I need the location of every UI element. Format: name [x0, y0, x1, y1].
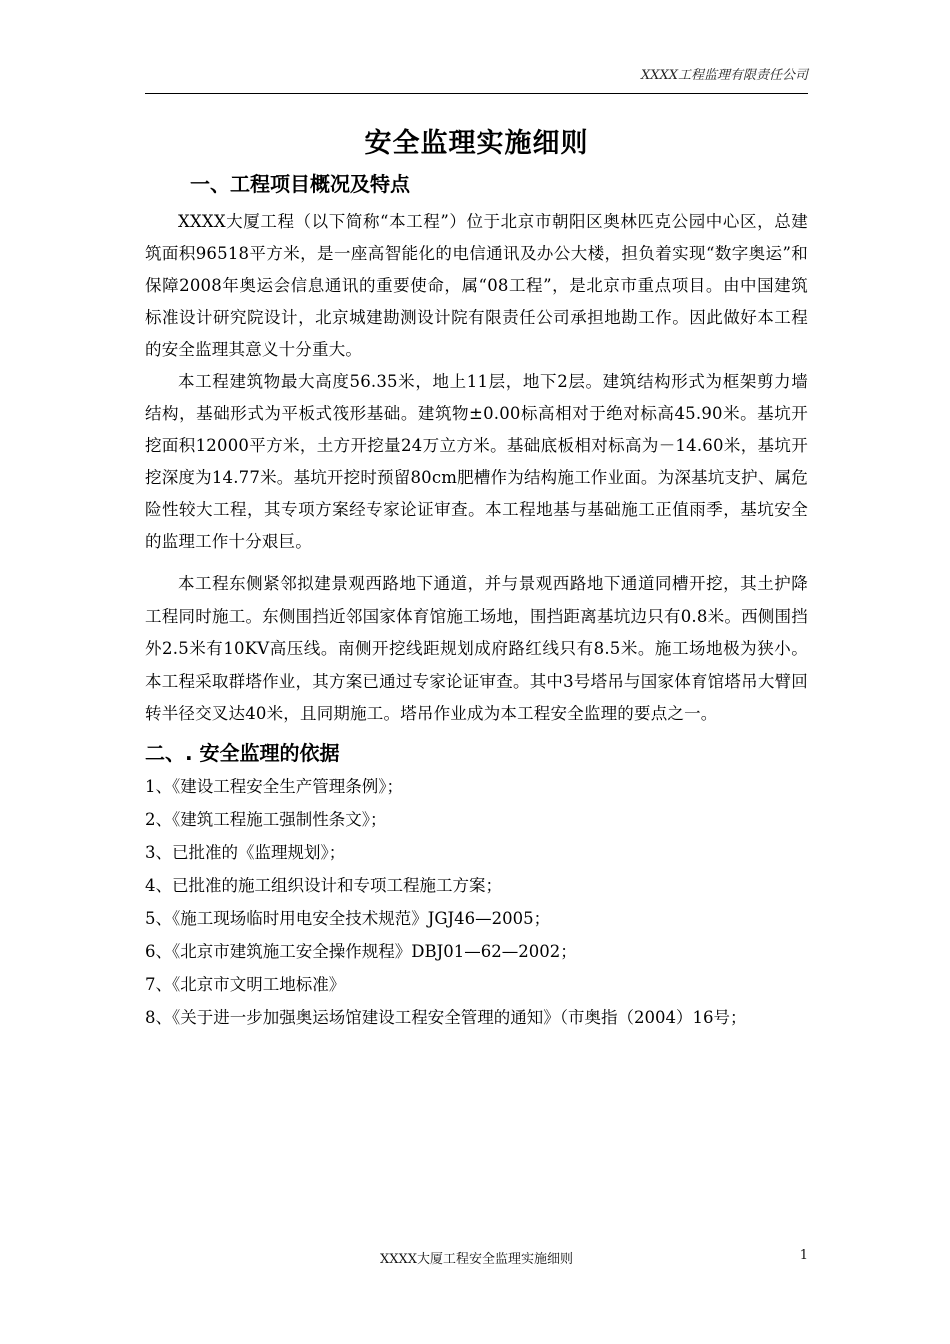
header-divider [145, 93, 808, 94]
document-title: 安全监理实施细则 [364, 128, 589, 159]
list-item: 2、《建筑工程施工强制性条文》； [145, 809, 387, 829]
list-item: 7、《北京市文明工地标准》 [145, 974, 346, 994]
page-body [145, 122, 808, 1041]
section-heading-overview: 一、工程项目概况及特点 [190, 172, 410, 196]
page-number: 1 [799, 1248, 808, 1263]
footer-document-title: XXXX大厦工程安全监理实施细则 [379, 1252, 574, 1267]
section-heading-basis: 二、. 安全监理的依据 [145, 740, 340, 765]
list-item: 8、《关于进一步加强奥运场馆建设工程安全管理的通知》（市奥指（2004）16号； [145, 1007, 747, 1027]
basis-list [145, 777, 808, 1041]
list-item: 1、《建设工程安全生产管理条例》； [145, 776, 403, 796]
list-item: 3、已批准的《监理规划》； [145, 842, 346, 862]
list-item: 4、已批准的施工组织设计和专项工程施工方案； [145, 875, 502, 895]
list-item: 5、《施工现场临时用电安全技术规范》JGJ46—2005； [145, 908, 551, 928]
paragraph-building-structure: 本工程建筑物最大高度56.35米，地上11层，地下2层。建筑结构形式为框架剪力墙结构，基础形式为平板式筏形基础。建筑物±0.00标高相对于绝对标高45.90米。基坑开挖面积12000平方米，土方开挖量24万立方米。基础底板相对标高为－14.60米，基坑开挖深度为14.77米。基坑开挖时预留80cm肥槽作为结构施工作业面。为深基坑支护、属危险性较大工程，其专项方案经专家论证审查。本工程地基与基础施工正值雨季，基坑安全的监理工作十分艰巨。 [145, 372, 808, 551]
paragraph-project-intro: XXXX大厦工程（以下简称“本工程”）位于北京市朝阳区奥林匹克公园中心区，总建筑面积96518平方米，是一座高智能化的电信通讯及办公大楼，担负着实现“数字奥运”和保障2008年奥运会信息通讯的重要使命，属“08工程”，是北京市重点项目。由中国建筑标准设计研究院设计，北京城建勘测设计院有限责任公司承担地勘工作。因此做好本工程的安全监理其意义十分重大。 [145, 212, 808, 359]
paragraph-site-conditions: 本工程东侧紧邻拟建景观西路地下通道，并与景观西路地下通道同槽开挖，其土护降工程同时施工。东侧围挡近邻国家体育馆施工场地，围挡距离基坑边只有0.8米。西侧围挡外2.5米有10KV高压线。南侧开挖线距规划成府路红线只有8.5米。施工场地极为狭小。本工程采取群塔作业，其方案已通过专家论证审查。其中3号塔吊与国家体育馆塔吊大臂回转半径交叉达40米，且同期施工。塔吊作业成为本工程安全监理的要点之一。 [145, 574, 808, 723]
list-item: 6、《北京市建筑施工安全操作规程》DBJ01—62—2002； [145, 941, 577, 961]
header-company-name: XXXX工程监理有限责任公司 [640, 68, 808, 83]
